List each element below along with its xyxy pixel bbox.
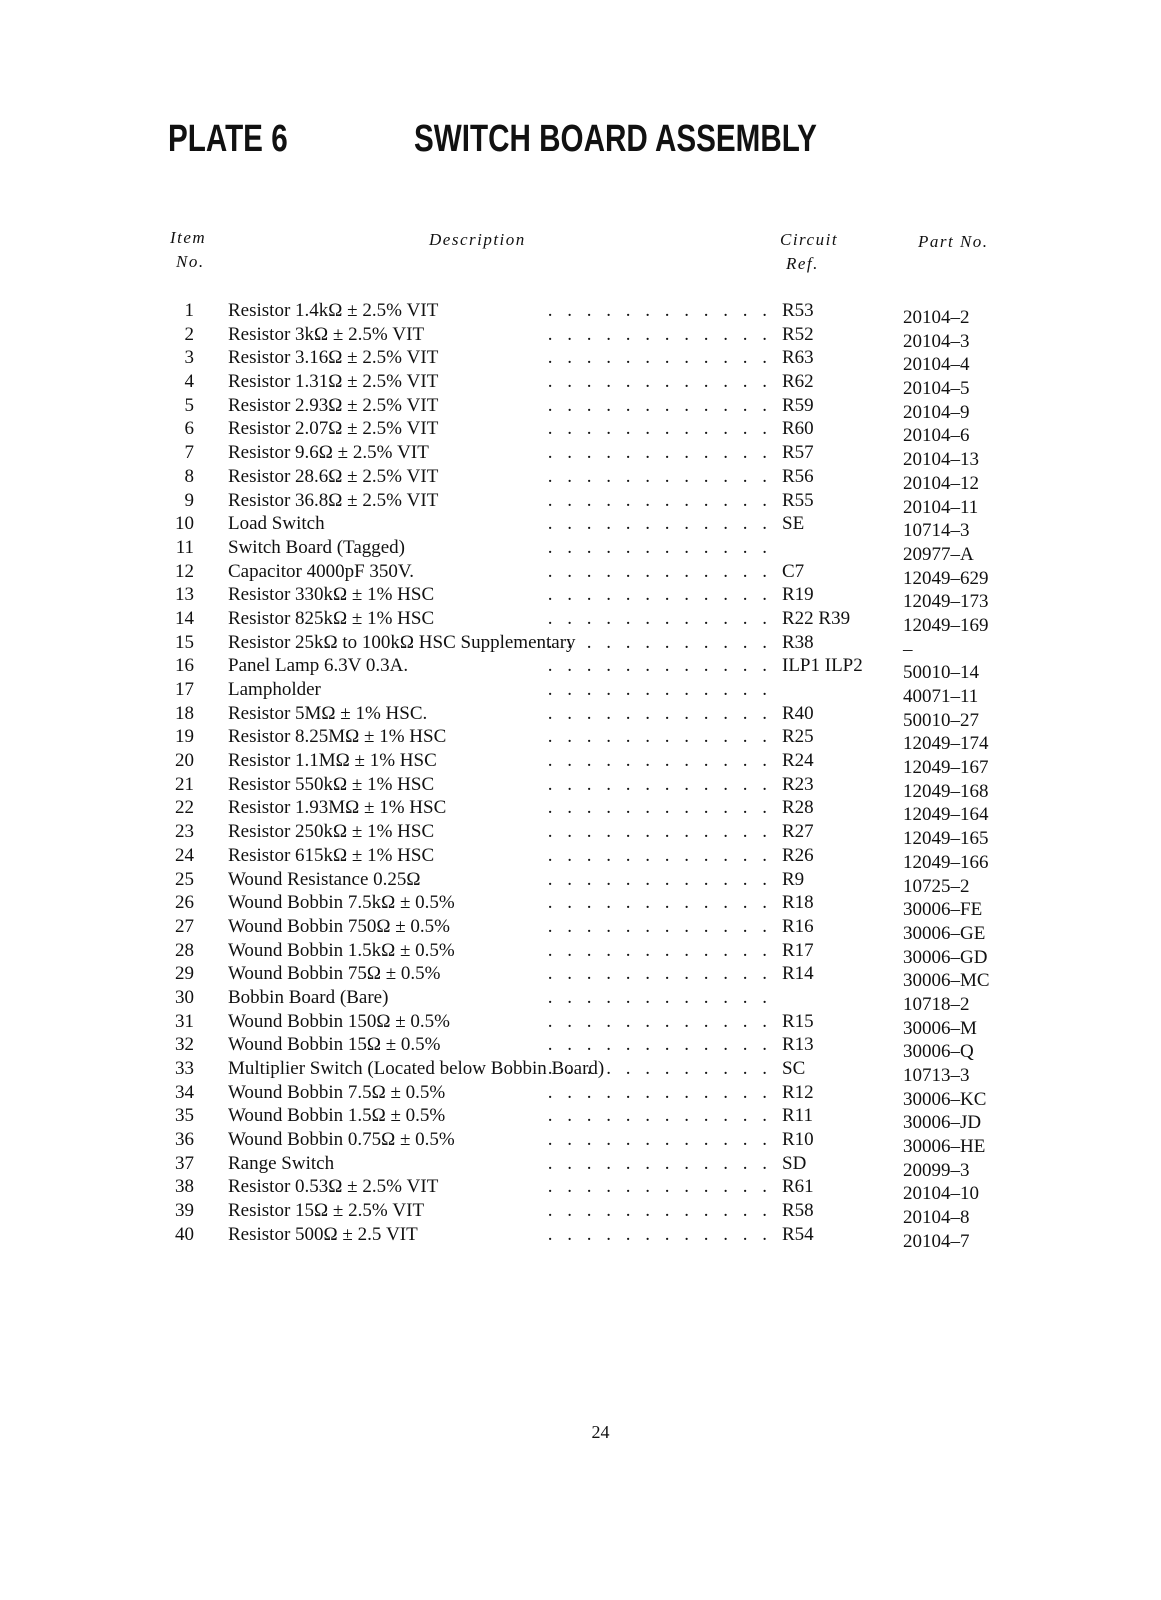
list-item [0,465,1161,494]
item-description: Wound Bobbin 7.5Ω ± 0.5% [228,1081,446,1103]
dot-leader: . . . . . . . . . . . . [547,1081,772,1103]
item-circuit-ref: R22 R39 [782,607,851,629]
item-description: Range Switch [228,1152,335,1174]
item-circuit-ref: R52 [782,323,814,345]
item-description: Resistor 250kΩ ± 1% HSC [228,821,435,843]
item-circuit-ref: R16 [782,915,814,937]
list-item [0,773,1161,802]
item-part-number: 12049–169 [903,614,989,636]
item-description: Resistor 1.1MΩ ± 1% HSC [228,750,437,772]
item-circuit-ref: R56 [782,465,814,487]
item-number: 21 [175,773,194,795]
header-item-label: Item [170,228,207,247]
item-circuit-ref: R62 [782,371,814,393]
item-circuit-ref: R23 [782,773,814,795]
list-item [0,346,1161,376]
dot-leader: . . . . . . . . . . . . [547,607,772,629]
dot-leader: . . . . . . . . . . . . [547,300,772,321]
item-circuit-ref: R53 [782,300,814,321]
item-description: Capacitor 4000pF 350V. [228,560,414,582]
parts-list [0,299,1161,1252]
item-number: 18 [175,702,194,724]
item-circuit-ref: R55 [782,489,814,511]
item-number: 7 [184,442,194,464]
item-number: 32 [175,1034,194,1056]
item-part-number: 12049–174 [903,733,989,755]
list-item [0,678,1161,707]
item-number: 17 [175,679,194,700]
dot-leader: . . . . . . . . . . . . [547,442,772,464]
item-circuit-ref: R14 [782,963,814,985]
item-part-number: 20099–3 [903,1159,970,1181]
list-item [0,1057,1161,1086]
dot-leader: . . . . . . . . . . . . [547,347,772,369]
item-description: Wound Resistance 0.25Ω [228,868,421,890]
dot-leader: . . . . . . . . . . . . [547,394,772,416]
item-number: 26 [175,892,194,914]
item-number: 4 [184,371,194,393]
list-item [0,844,1161,873]
item-description: Switch Board (Tagged) [228,536,406,558]
item-number: 23 [175,821,194,843]
dot-leader: . . . . . . . . . . . . [547,1200,772,1222]
header-part-no: Part No. [918,232,989,251]
list-item [0,915,1161,944]
list-item [0,749,1161,779]
list-item [0,1152,1161,1181]
item-part-number: 20104–2 [903,307,970,328]
item-description: Wound Bobbin 150Ω ± 0.5% [228,1010,450,1032]
list-item [0,323,1161,352]
list-item [0,986,1161,1015]
dot-leader: . . . . . . . . . . . . [547,986,772,1008]
list-item [0,394,1161,423]
dot-leader: . . . . . . . . . . . . [547,489,772,511]
item-number: 28 [175,939,194,961]
list-item [0,631,1161,660]
dot-leader: . . . . . . . . . . . . [547,631,772,653]
item-description: Bobbin Board (Bare) [228,986,389,1008]
dot-leader: . . . . . . . . . . . . [547,726,772,748]
item-description: Resistor 1.4kΩ ± 2.5% VIT [228,300,439,321]
item-part-number: 30006–HE [903,1136,986,1158]
dot-leader: . . . . . . . . . . . . [547,1034,772,1056]
item-number: 2 [184,323,194,345]
item-circuit-ref: R28 [782,797,814,819]
item-number: 3 [184,347,194,369]
list-item [0,512,1161,542]
item-circuit-ref: R25 [782,726,814,748]
item-description: Wound Bobbin 750Ω ± 0.5% [228,915,450,937]
item-description: Wound Bobbin 7.5kΩ ± 0.5% [228,892,455,914]
item-number: 12 [175,560,194,582]
item-part-number: 50010–27 [903,709,979,731]
item-number: 34 [175,1081,194,1103]
item-circuit-ref: R54 [782,1223,814,1245]
list-item [0,962,1161,992]
item-description: Wound Bobbin 1.5Ω ± 0.5% [228,1105,446,1127]
dot-leader: . . . . . . . . . . . . [547,371,772,393]
dot-leader: . . . . . . . . . . . . [547,323,772,345]
dot-leader: . . . . . . . . . . . . [547,1129,772,1151]
dot-leader: . . . . . . . . . . . . [547,1176,772,1198]
item-number: 13 [175,584,194,606]
item-part-number: 12049–168 [903,780,989,802]
dot-leader: . . . . . . . . . . . . [547,892,772,914]
list-item [0,1010,1161,1039]
item-description: Resistor 2.93Ω ± 2.5% VIT [228,394,439,416]
item-circuit-ref: R59 [782,394,814,416]
page-subtitle: SWITCH BOARD ASSEMBLY [414,118,817,160]
header-description: Description [429,230,526,249]
item-part-number: 20104–4 [903,354,970,376]
dot-leader: . . . . . . . . . . . . [547,797,772,819]
item-number: 11 [175,536,194,558]
header-no-label: No. [176,252,205,271]
item-description: Wound Bobbin 0.75Ω ± 0.5% [228,1129,455,1151]
item-circuit-ref: SC [782,1058,806,1079]
item-part-number: 10714–3 [903,520,970,542]
dot-leader: . . . . . . . . . . . . [547,465,772,487]
item-circuit-ref: R58 [782,1200,814,1222]
item-part-number: 20104–11 [903,496,979,518]
item-circuit-ref: R12 [782,1081,814,1103]
item-description: Resistor 15Ω ± 2.5% VIT [228,1200,425,1222]
dot-leader: . . . . . . . . . . . . [547,584,772,606]
dot-leader: . . . . . . . . . . . . [547,915,772,937]
item-description: Resistor 3.16Ω ± 2.5% VIT [228,347,439,369]
item-number: 10 [175,513,194,535]
list-item [0,536,1161,565]
list-item [0,654,1161,684]
item-circuit-ref: R17 [782,939,814,961]
item-part-number: 20104–3 [903,330,970,352]
item-circuit-ref: R57 [782,442,814,464]
item-number: 1 [184,300,194,321]
item-description: Wound Bobbin 75Ω ± 0.5% [228,963,441,985]
item-circuit-ref: C7 [782,560,805,582]
page-title: PLATE 6 [168,118,288,160]
list-item [0,939,1161,968]
item-number: 37 [175,1152,194,1174]
item-number: 27 [175,915,194,937]
list-item [0,489,1161,518]
list-item [0,1033,1161,1063]
list-item [0,1223,1161,1252]
dot-leader: . . . . . . . . . . . . [547,868,772,890]
item-number: 38 [175,1176,194,1198]
list-item [0,607,1161,636]
item-circuit-ref: R10 [782,1129,814,1151]
item-part-number: 20977–A [903,543,974,565]
header-ref-label: Ref. [786,254,819,273]
item-part-number: 20104–8 [903,1207,970,1229]
item-circuit-ref: SD [782,1152,807,1174]
list-item [0,1175,1161,1205]
item-number: 14 [175,607,194,629]
item-number: 30 [175,986,194,1008]
item-number: 31 [175,1010,194,1032]
item-part-number: 30006–M [903,1017,977,1039]
dot-leader: . . . . . . . . . . . . [547,1223,772,1245]
item-number: 33 [175,1058,194,1079]
item-circuit-ref: R9 [782,868,805,890]
item-description: Resistor 36.8Ω ± 2.5% VIT [228,489,439,511]
item-number: 40 [175,1223,194,1245]
item-circuit-ref: R15 [782,1010,814,1032]
item-description: Resistor 550kΩ ± 1% HSC [228,773,435,795]
item-part-number: 20104–6 [903,425,970,447]
item-number: 36 [175,1129,194,1151]
item-part-number: 12049–164 [903,804,989,826]
item-part-number: 20104–5 [903,378,970,400]
dot-leader: . . . . . . . . . . . . [547,1058,772,1079]
item-part-number: 10725–2 [903,875,970,897]
item-part-number: 30006–MC [903,970,990,992]
list-item [0,1128,1161,1158]
item-circuit-ref: R18 [782,892,814,914]
header-item-no [170,226,206,274]
dot-leader: . . . . . . . . . . . . [547,536,772,558]
item-description: Multiplier Switch (Located below Bobbin Board) [228,1058,605,1079]
item-circuit-ref: R19 [782,584,814,606]
item-circuit-ref: R26 [782,844,814,866]
list-item [0,1104,1161,1134]
item-number: 15 [175,631,194,653]
list-item [0,441,1161,471]
item-part-number: 20104–9 [903,401,970,423]
header-circuit-ref [780,228,838,276]
item-description: Resistor 615kΩ ± 1% HSC [228,844,435,866]
item-number: 25 [175,868,194,890]
item-description: Resistor 9.6Ω ± 2.5% VIT [228,442,429,464]
header-circuit-label: Circuit [780,230,839,249]
item-part-number: 50010–14 [903,662,979,684]
item-part-number: 30006–KC [903,1088,987,1110]
item-number: 22 [175,797,194,819]
item-circuit-ref: ILP1 ILP2 [782,655,863,677]
item-description: Load Switch [228,513,325,535]
item-description: Resistor 825kΩ ± 1% HSC [228,607,435,629]
item-number: 20 [175,750,194,772]
item-description: Wound Bobbin 15Ω ± 0.5% [228,1034,441,1056]
item-description: Resistor 500Ω ± 2.5 VIT [228,1223,418,1245]
dot-leader: . . . . . . . . . . . . [547,1152,772,1174]
item-number: 19 [175,726,194,748]
list-item [0,299,1161,328]
page-number: 24 [591,1422,610,1442]
item-circuit-ref: R13 [782,1034,814,1056]
item-number: 39 [175,1200,194,1222]
item-circuit-ref: R24 [782,750,814,772]
item-circuit-ref: R61 [782,1176,814,1198]
item-part-number: 20104–13 [903,449,979,471]
item-part-number: – [903,638,913,660]
item-circuit-ref: R27 [782,821,814,843]
item-number: 6 [184,418,194,440]
item-number: 29 [175,963,194,985]
item-part-number: 30006–GD [903,946,988,968]
item-number: 8 [184,465,194,487]
item-part-number: 20104–12 [903,472,979,494]
item-number: 24 [175,844,194,866]
dot-leader: . . . . . . . . . . . . [547,655,772,677]
item-part-number: 12049–165 [903,828,989,850]
item-number: 5 [184,394,194,416]
list-item [0,1081,1161,1110]
dot-leader: . . . . . . . . . . . . [547,773,772,795]
item-circuit-ref: SE [782,513,805,535]
item-description: Lampholder [228,679,321,700]
item-description: Resistor 25kΩ to 100kΩ HSC Supplementary [228,631,576,653]
item-part-number: 30006–JD [903,1112,982,1134]
item-circuit-ref: R63 [782,347,814,369]
list-item [0,820,1161,850]
list-item [0,560,1161,589]
item-part-number: 12049–166 [903,851,989,873]
item-description: Panel Lamp 6.3V 0.3A. [228,655,409,677]
dot-leader: . . . . . . . . . . . . [547,844,772,866]
item-part-number: 12049–173 [903,591,989,613]
item-circuit-ref: R38 [782,631,814,653]
item-description: Resistor 0.53Ω ± 2.5% VIT [228,1176,439,1198]
item-description: Resistor 8.25MΩ ± 1% HSC [228,726,447,748]
dot-leader: . . . . . . . . . . . . [547,418,772,440]
item-description: Resistor 3kΩ ± 2.5% VIT [228,323,425,345]
item-description: Resistor 28.6Ω ± 2.5% VIT [228,465,439,487]
dot-leader: . . . . . . . . . . . . [547,679,772,700]
item-part-number: 12049–167 [903,757,989,779]
list-item [0,891,1161,921]
item-part-number: 30006–GE [903,922,986,944]
list-item [0,868,1161,897]
dot-leader: . . . . . . . . . . . . [547,963,772,985]
item-part-number: 40071–11 [903,686,979,707]
item-part-number: 10718–2 [903,993,970,1015]
dot-leader: . . . . . . . . . . . . [547,1105,772,1127]
item-circuit-ref: R40 [782,702,814,724]
item-part-number: 20104–10 [903,1183,979,1205]
item-description: Resistor 1.93MΩ ± 1% HSC [228,797,447,819]
item-circuit-ref: R60 [782,418,814,440]
item-part-number: 10713–3 [903,1065,970,1086]
dot-leader: . . . . . . . . . . . . [547,939,772,961]
item-number: 16 [175,655,194,677]
item-part-number: 30006–FE [903,899,983,921]
list-item [0,417,1161,447]
dot-leader: . . . . . . . . . . . . [547,560,772,582]
item-part-number: 20104–7 [903,1230,970,1252]
item-description: Wound Bobbin 1.5kΩ ± 0.5% [228,939,455,961]
list-item [0,370,1161,400]
item-circuit-ref: R11 [782,1105,813,1127]
dot-leader: . . . . . . . . . . . . [547,1010,772,1032]
item-number: 9 [184,489,194,511]
dot-leader: . . . . . . . . . . . . [547,513,772,535]
list-item [0,1199,1161,1229]
item-description: Resistor 2.07Ω ± 2.5% VIT [228,418,439,440]
dot-leader: . . . . . . . . . . . . [547,750,772,772]
item-number: 35 [175,1105,194,1127]
list-item [0,725,1161,755]
dot-leader: . . . . . . . . . . . . [547,821,772,843]
item-description: Resistor 5MΩ ± 1% HSC. [228,702,428,724]
list-item [0,583,1161,613]
item-description: Resistor 1.31Ω ± 2.5% VIT [228,371,439,393]
list-item [0,702,1161,731]
dot-leader: . . . . . . . . . . . . [547,702,772,724]
item-description: Resistor 330kΩ ± 1% HSC [228,584,435,606]
item-part-number: 12049–629 [903,567,989,589]
item-part-number: 30006–Q [903,1041,974,1063]
list-item [0,796,1161,826]
